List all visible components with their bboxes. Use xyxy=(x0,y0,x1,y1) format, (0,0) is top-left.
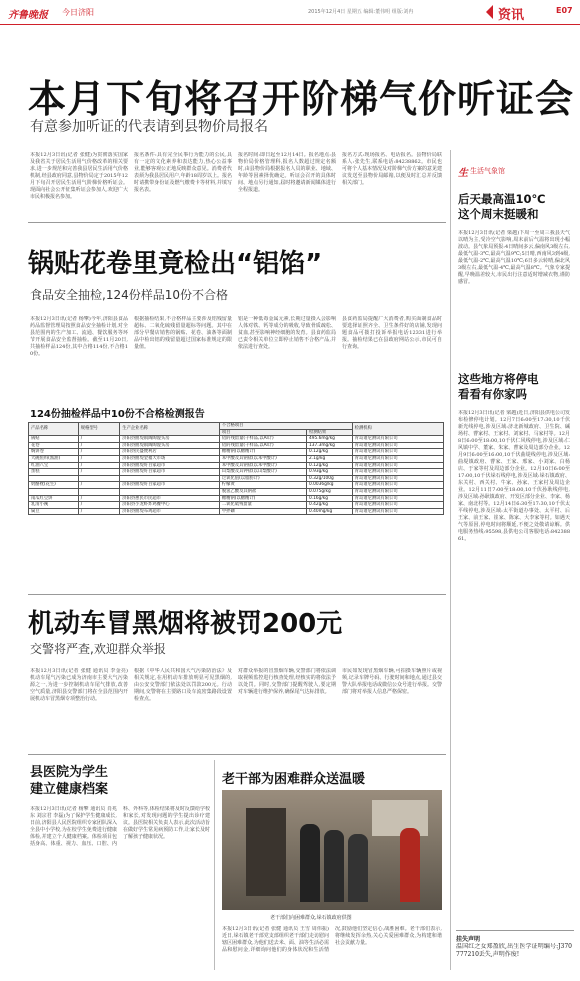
weather-headline-line: 这个周末挺暖和 xyxy=(458,207,539,221)
report-row xyxy=(29,482,444,489)
report-cell: 0.12g/kg xyxy=(307,462,353,469)
power-headline-line: 看看有你家吗 xyxy=(458,387,527,401)
report-cell: 0.0036g/kg xyxy=(307,482,353,489)
photo-person xyxy=(348,834,368,902)
report-cell: / xyxy=(78,449,120,456)
report-cell: / xyxy=(78,442,120,449)
article1-col: 报名方式:现场报名、电话报名。县物价局联系人:张先生,联系电话:84238862。市民也可将个人基本情况及对阶梯气价方案的意见建议发送至县物价局邮箱,以便及时汇总并反馈相关部门。 xyxy=(342,152,442,186)
report-cell: 0.42g/kg xyxy=(307,502,353,509)
report-cell: 扁豆 xyxy=(29,508,79,515)
report-col-header: 规格型号 xyxy=(78,423,120,436)
report-cell: / xyxy=(78,482,120,489)
report-cell: 137.3mg/kg xyxy=(307,442,353,449)
report-cell: 青岛谱尼测试有限公司 xyxy=(352,436,443,443)
divider xyxy=(28,594,446,595)
article2-col: 县食药监局提醒广大消费者,购买面制食品时要选择证照齐全、卫生条件好的店铺,发现问题食品可拨打投诉举报电话12331进行举报。抽检结果已在县政府网站公示,市民可自行查询。 xyxy=(342,316,442,350)
article1-col: 报名时间:即日起至12月14日。报名地点:县物价局价格管理科,报名人数超过规定名额时,由县物价局根据报名人员的职业、地域、年龄等因素择优确定。听证会召开的具体时间、地点另行通知,届时将邀请新闻媒体进行全程报道。 xyxy=(238,152,336,193)
report-cell: 济阳县惠民市民超市 xyxy=(120,495,220,502)
divider xyxy=(28,754,446,755)
weather-headline-line: 后天最高温10℃ xyxy=(458,192,546,206)
photo-door xyxy=(246,808,286,896)
article2-title xyxy=(28,243,322,280)
report-cell: 青岛谱尼测试有限公司 xyxy=(352,488,443,495)
report-cell: 济阳县曲堤好百家超市 xyxy=(120,469,220,476)
article4-title xyxy=(30,764,108,798)
report-col-header: 生产企业名称 xyxy=(120,423,220,436)
report-cell: 青岛谱尼测试有限公司 xyxy=(352,508,443,515)
report-row xyxy=(29,488,444,495)
report-cell: / xyxy=(78,469,120,476)
sidebar-divider xyxy=(450,150,451,970)
report-header-row xyxy=(29,423,444,430)
report-cell: 495.6mg/kg xyxy=(307,436,353,443)
report-cell: 济阳县曲堤好百家超市 xyxy=(120,462,220,469)
report-cell: 济阳县曲堤布鸡超市 xyxy=(120,508,220,515)
article3-col: 对群众举报的冒黑烟车辆,交警部门将依法调取视频监控进行核查处理,经核实的将依法予以处罚。同时,交警部门提醒驾驶人,要定期对车辆进行维护保养,确保尾气达标排放。 xyxy=(238,668,336,695)
report-cell: / xyxy=(78,495,120,502)
report-title: 124份抽检样品中10份不合格检测报告 xyxy=(30,409,205,420)
report-cell xyxy=(78,475,120,482)
report-cell: 铝的残留量(干样品,以Al计) xyxy=(219,442,306,449)
report-cell: 青岛谱尼测试有限公司 xyxy=(352,502,443,509)
report-cell: 铝的残留量(干样品,以Al计) xyxy=(219,436,306,443)
report-cell xyxy=(29,488,79,495)
photo-person xyxy=(400,828,420,902)
article4-title-line: 县医院为学生 xyxy=(30,765,109,780)
article2-col: 铝是一种低毒金属元素,长期过量摄入会影响人体对铁、钙等成分的吸收,导致骨质疏松、贫血,甚至影响神经细胞的发育。县食药监局已责令相关单位立即停止销售不合格产品,并依法进行查处。 xyxy=(238,316,336,350)
report-cell: 脱氢乙酸及其钠盐 xyxy=(219,488,306,495)
article1-title: 本月下旬将召开阶梯气价听证会 xyxy=(28,77,575,121)
article3-col: 本报12月3日讯(记者 张健 通讯员 李金亮)机动车尾气污染已成为济南市主要大气污染源之一,为进一步控制机动车尾气排放,改善空气质量,济阳县交警部门将在全县范围内开展机动车冒黑烟专项整治行动。 xyxy=(30,668,128,702)
article2-title-main: 锅贴花卷里竟检出 xyxy=(28,249,237,279)
report-cell: 济阳县小龙虾炸鸡餐中心 xyxy=(120,502,220,509)
article1-col: 报名条件:具有完全民事行为能力的公民,具有一定的文化素养和表达能力,热心公益事业,能够客观公正地反映群众意见。消费者代表须为我县居民用户,年龄18周岁以上。报名时请携带身份证及燃气缴费卡等材料,并填写报名表。 xyxy=(134,152,232,193)
header-rule xyxy=(0,24,580,25)
report-cell: 0.12g/kg xyxy=(307,449,353,456)
report-cell: 青岛谱尼测试有限公司 xyxy=(352,455,443,462)
report-cell: / xyxy=(78,436,120,443)
column-tag-text: 生活气象馆 xyxy=(470,167,505,175)
photo-window xyxy=(372,800,428,836)
report-cell: 奶酪枕(花生) xyxy=(29,482,79,489)
photo-person xyxy=(324,830,344,902)
report-row xyxy=(29,502,444,509)
report-row xyxy=(29,442,444,449)
report-cell: 济阳县曲堤好百家超市 xyxy=(120,482,220,489)
article2-subtitle: 食品安全抽检,124份样品10份不合格 xyxy=(30,288,228,302)
report-cell: 山梨酸及其钾盐(以山梨酸计) xyxy=(219,469,306,476)
report-cell xyxy=(120,488,220,495)
report-cell: 苯甲酸及其钠盐(以苯甲酸计) xyxy=(219,462,306,469)
report-cell xyxy=(29,475,79,482)
article3-col: 市民如发现冒黑烟车辆,可拍摄车辆照片或视频,记录车牌号码、行驶时间和地点,通过县交警大队举报电话或微信公众号进行举报。交警部门将对举报人信息严格保密。 xyxy=(342,668,442,695)
article4-title-line: 建立健康档案 xyxy=(30,782,109,797)
report-cell: 南瓜红豆饼 xyxy=(29,495,79,502)
divider xyxy=(28,222,446,223)
report-cell: 青岛谱尼测试有限公司 xyxy=(352,462,443,469)
report-row xyxy=(29,469,444,476)
report-col-header: 检测机构 xyxy=(352,423,443,436)
report-cell: 济阳县曲堤镇陶陶馒头房 xyxy=(120,442,220,449)
report-cell: 青岛谱尼测试有限公司 xyxy=(352,442,443,449)
report-cell: 0.40mg/kg xyxy=(307,508,353,515)
report-cell: 0.32g/100g xyxy=(307,475,353,482)
issue-meta: 2015年12月4日 星期五 编辑:董伟明 组版:刘冉 xyxy=(308,9,414,15)
report-cell: 青岛谱尼测试有限公司 xyxy=(352,449,443,456)
report-row xyxy=(29,436,444,443)
report-cell: 0.16g/kg xyxy=(307,495,353,502)
report-cell: / xyxy=(78,502,120,509)
report-cell: 过氧化值(以脂肪计) xyxy=(219,475,306,482)
power-body: 本报12月3日讯(记者 梁越)近日,济阳县供电公司发布检修停电计划。12月7日6:00至17:30,10千伏新光线停电,涉及区域:济北新城政府、卫生院、碱场村、曹家村、王家村、刘家村、马家村等。12月8日6:00至18:00,10千伏仁风线停电,涉及区域:仁风镇中学、董家、朱家、曹家及周边部分企业。12月9日6:00至16:00,10千伏曲堤线停电,涉及区域:曲堤镇政府、曹家、王家、邢家、小刘家、白杨店、于家等村及周边部分企业。12月10日6:00至17:00,10千伏垛石线停电,涉及区域:垛石镇政府、东关村、西关村、牛家、孙家、王家村及周边企业。12月11日7:00至18:00,10千伏孙耿线停电,涉及区域:孙耿镇政府、开发区部分企业、李家、杨家、南北村等。12月14日6:30至17:30,10千伏太平线停电,涉及区域:太平街道办事处、太平村、后王家、前王家、崔家、陈家、大李家等村。如遇天气等原因,停电时间将顺延,不便之处敬请谅解。供电服务热线:95598,县供电公司客服电话:84238861。 xyxy=(458,410,570,542)
report-cell: 0.93g/kg xyxy=(307,469,353,476)
report-cell: 花卷 xyxy=(29,442,79,449)
report-cell: 青岛谱尼测试有限公司 xyxy=(352,475,443,482)
article1-subtitle: 有意参加听证的代表请到县物价局报名 xyxy=(30,119,268,135)
report-cell: 济阳县民盛便利店 xyxy=(120,449,220,456)
report-row xyxy=(29,475,444,482)
notice-body: 温国红之女郑盈欣,出生医学证明编号:J370777210丢失,声明作废! xyxy=(456,943,572,958)
masthead-logo: 齐鲁晚报 xyxy=(8,10,48,21)
article3-body xyxy=(30,668,444,744)
report-cell: 甲拌磷 xyxy=(219,508,306,515)
article2-col: 本报12月3日讯(记者 杨擎)今年,济阳县食品药品监督管理局按照食品安全抽检计划,对全县范围内的生产加工、流通、餐饮服务等环节开展食品安全监督抽检。截至11月20日,共抽检样品124份,其中合格114份,不合格10份。 xyxy=(30,316,128,357)
article2-col: 根据抽检结果,不合格样品主要涉及铝残留量超标、二氧化硫残留量超标等问题。其中在部分早餐店销售的锅贴、花卷、油条等面制品中检出铝的残留量超过国家标准规定的限量值。 xyxy=(134,316,232,350)
report-cell: / xyxy=(78,508,120,515)
report-cell: 大碗鱼料(酱油) xyxy=(29,455,79,462)
notice-box xyxy=(456,930,574,974)
column-tag-mark-icon: 生 xyxy=(458,168,468,179)
report-cell: 柠檬黄 xyxy=(219,482,306,489)
report-cell: 焖饼卷 xyxy=(29,449,79,456)
photo-person xyxy=(300,824,320,902)
report-cell: 济阳县曲堤镇陶陶馒头房 xyxy=(120,436,220,443)
report-cell: 济阳县曲堤金福大市场 xyxy=(120,455,220,462)
report-table-wrap xyxy=(28,422,444,515)
report-cell: 青岛谱尼测试有限公司 xyxy=(352,482,443,489)
page-header xyxy=(0,0,580,32)
article5-body: 本报12月3日讯(记者 张健 通讯员 王雪 周伟振)近日,垛石镇老干部党支部组织老干部们走访慰问辖区困难群众,为他们送去米、面、油等生活必需品和慰问金,详细询问他们的身体状况和生活情况,鼓励他们坚定信心,战胜困难。老干部们表示,将继续发挥余热,关心关爱困难群众,为构建和谐社会贡献力量。 xyxy=(222,926,442,953)
article3-title: 机动车冒黑烟将被罚200元 xyxy=(28,609,343,639)
report-cell: 青岛谱尼测试有限公司 xyxy=(352,469,443,476)
article3-subtitle: 交警将严查,欢迎群众举报 xyxy=(30,642,166,656)
report-cell xyxy=(78,488,120,495)
section-tag-text: 资讯 xyxy=(498,8,525,23)
report-cell: 红油八宝 xyxy=(29,462,79,469)
report-row xyxy=(29,449,444,456)
article3-col: 根据《中华人民共和国大气污染防治法》及相关规定,在用机动车排放明显可见黑烟的,由公安交警部门依法处以罚款200元。行动期间,交警将在主要路口及车流密集路段设置检查点。 xyxy=(134,668,232,702)
weather-headline xyxy=(458,192,545,222)
weather-column-tag xyxy=(458,163,558,177)
report-col-header: 产品名称 xyxy=(29,423,79,436)
article5-photo xyxy=(222,790,442,910)
report-cell: 锅贴 xyxy=(29,436,79,443)
report-row xyxy=(29,455,444,462)
report-row xyxy=(29,495,444,502)
report-cell xyxy=(120,475,220,482)
report-cell: 蛋糕 xyxy=(29,469,79,476)
section-tag-arrow-icon xyxy=(486,5,493,19)
power-headline xyxy=(458,372,539,402)
article1-body xyxy=(30,152,444,210)
article2-title-quoted: “铝馅” xyxy=(236,249,323,279)
notice-title: 挂失声明 xyxy=(456,936,481,943)
section-tag xyxy=(486,3,552,21)
report-cell: 0.075g/kg xyxy=(307,488,353,495)
article5-title: 老干部为困难群众送温暖 xyxy=(222,772,366,787)
report-cell: 糖精钠(以糖精计) xyxy=(219,449,306,456)
report-cell: 2.1g/kg xyxy=(307,455,353,462)
power-headline-line: 这些地方将停电 xyxy=(458,372,539,386)
report-row xyxy=(29,462,444,469)
weather-body: 本报12月3日讯(记者 梁越)下周一至周三我县天气以晴为主,受冷空气影响,周末前后气温将出现小幅波动。县气象局预报:4日晴间多云,偏南风3级左右,最低气温-3℃,最高气温9℃;5日晴,西南风3到4级,最低气温-2℃,最高气温10℃;6日多云转晴,偏北风3级左右,最低气温-4℃,最高气温8℃。气象专家提醒,早晚温差较大,市民出行注意适时增减衣物,谨防感冒。 xyxy=(458,230,570,285)
report-cell: / xyxy=(78,462,120,469)
article1-col: 本报12月3日讯(记者 张健)为贯彻落实国家及我省关于居民生活用气价格改革的相关要求,进一步规范和完善我县居民生活用气价格机制,经县政府同意,县物价局定于2015年12月下旬召开居民生活用气阶梯价格听证会。现面向社会公开征集听证会参加人,欢迎广大市民积极报名参加。 xyxy=(30,152,128,200)
report-subcol-header: 项目 xyxy=(219,429,306,436)
report-row xyxy=(29,508,444,515)
report-subcol-header: 检测结果 xyxy=(307,429,353,436)
report-cell: 青岛谱尼测试有限公司 xyxy=(352,495,443,502)
report-col-header: 不合格项目 xyxy=(219,423,352,430)
report-cell: / xyxy=(78,455,120,462)
report-cell: 糖精钠(以糖精计) xyxy=(219,495,306,502)
page-number: E07 xyxy=(556,6,573,15)
article4-body: 本报12月3日讯(记者 杨擎 通讯员 肖兆东 刘宗君 李磊)为了保护学生健康成长,日前,济阳县人民医院组织专家团队深入全县中小学校,为在校学生免费进行健康体检,并建立个人健康档案。体检项目包括身高、体重、视力、血压、口腔、内科、外科等,体检结果将及时反馈给学校和家长,对发现问题的学生提出诊疗建议。县医院相关负责人表示,此次活动旨在做好学生常见病预防工作,让家长及时了解孩子健康状况。 xyxy=(30,806,210,847)
article5-caption: 老干部们向困难群众,垛石镇政府供图 xyxy=(270,915,352,921)
article2-body xyxy=(30,316,444,382)
report-cell: 乳清小溪 xyxy=(29,502,79,509)
col-divider xyxy=(214,760,215,970)
section-label: 今日济阳 xyxy=(62,8,94,17)
report-cell: 苯甲酸及其钠盐(以苯甲酸计) xyxy=(219,455,306,462)
report-table xyxy=(28,422,444,515)
report-cell: 二氧化硫残留量 xyxy=(219,502,306,509)
